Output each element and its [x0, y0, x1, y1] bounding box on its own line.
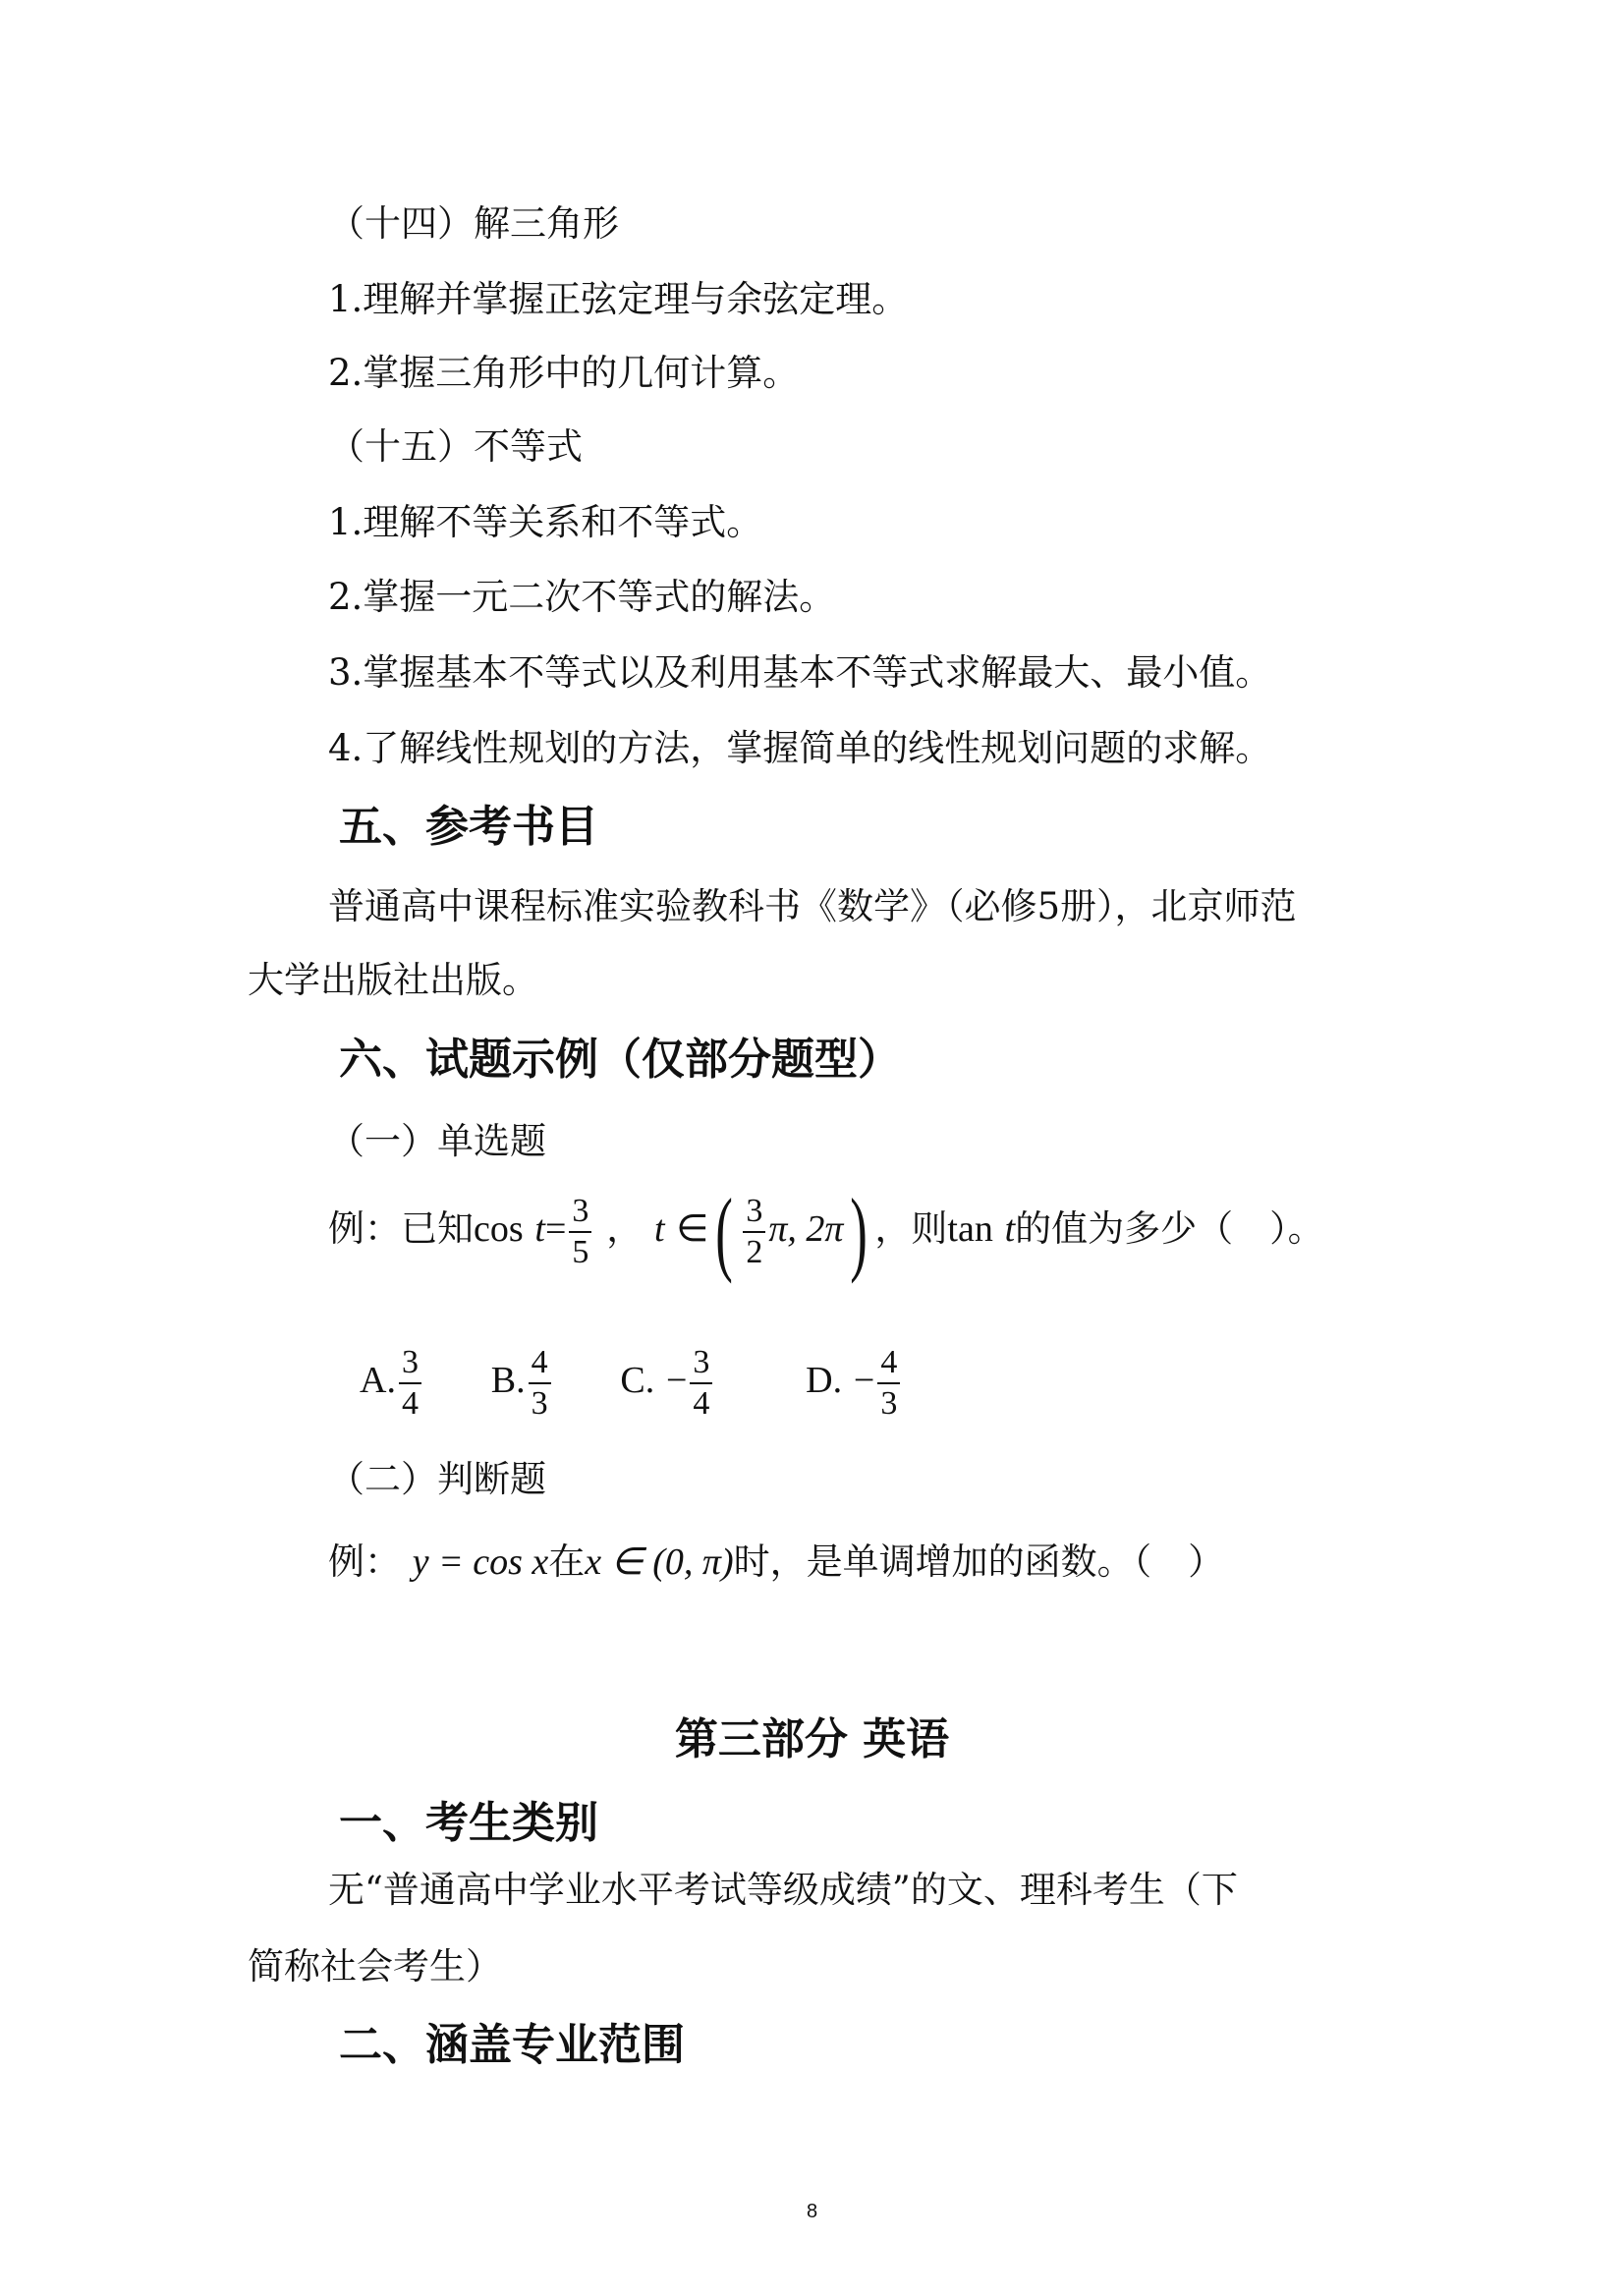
section-heading: 二、涵盖专业范围 [339, 2020, 685, 2070]
references-heading: 五、参考书目 [339, 802, 598, 852]
math-cos: cos [474, 1208, 524, 1250]
question-prefix: 例：已知 [328, 1207, 474, 1250]
list-item: 3.掌握基本不等式以及利用基本不等式求解最大、最小值。 [328, 651, 1272, 694]
denominator: 5 [572, 1233, 589, 1270]
fraction [743, 1192, 765, 1272]
math-expr: y = cos x [412, 1541, 549, 1583]
option-label: A. [360, 1360, 396, 1401]
comma: ， [606, 1207, 644, 1250]
then-text: ，则 [874, 1207, 948, 1250]
math-expr: x ∈ (0, π) [585, 1541, 734, 1583]
section-15-title: （十五）不等式 [328, 425, 583, 468]
part-title: 第三部分 英语 [674, 1714, 950, 1764]
option-b[interactable] [491, 1336, 554, 1425]
numerator: 3 [690, 1343, 712, 1384]
paragraph-line1: 无“普通高中学业水平考试等级成绩”的文、理科考生（下 [328, 1869, 1238, 1911]
option-d[interactable] [806, 1336, 903, 1425]
numerator: 4 [529, 1343, 551, 1384]
math-tan: tan [947, 1208, 993, 1250]
single-choice-title: （一）单选题 [328, 1120, 546, 1162]
option-c[interactable] [620, 1336, 715, 1425]
list-item: 1.理解并掌握正弦定理与余弦定理。 [328, 278, 909, 320]
denominator: 4 [401, 1384, 419, 1422]
minus-sign: − [853, 1360, 875, 1401]
list-item: 1.理解不等关系和不等式。 [328, 501, 763, 543]
references-text-line2: 大学出版社出版。 [248, 959, 538, 1001]
denominator: 4 [693, 1384, 710, 1422]
math-var: t [1004, 1208, 1016, 1250]
references-text-line1: 普通高中课程标准实验教科书《数学》（必修5册），北京师范 [328, 885, 1297, 927]
list-item: 2.掌握三角形中的几何计算。 [328, 352, 800, 394]
true-false-title: （二）判断题 [328, 1458, 546, 1500]
denominator: 2 [746, 1233, 763, 1270]
interval-rest: π, 2π [768, 1208, 844, 1250]
denominator: 3 [531, 1384, 548, 1422]
math-eq: = [544, 1208, 567, 1250]
numerator: 3 [399, 1343, 421, 1384]
page-number: 8 [806, 2201, 818, 2222]
options-row [360, 1336, 958, 1425]
section-14-title: （十四）解三角形 [328, 202, 619, 245]
math-var: t [653, 1208, 665, 1250]
text-zai: 在 [548, 1540, 586, 1583]
question-suffix: 时，是单调增加的函数。（ ） [733, 1540, 1225, 1583]
option-label: B. [490, 1360, 526, 1401]
numerator: 4 [877, 1343, 900, 1384]
math-var: t [534, 1208, 545, 1250]
true-false-question [328, 1538, 1224, 1587]
question-suffix: 的值为多少（ ）。 [1015, 1207, 1324, 1250]
list-item: 2.掌握一元二次不等式的解法。 [328, 576, 836, 618]
math-in: ∈ [676, 1208, 709, 1250]
option-label: C. [620, 1360, 655, 1401]
left-paren: ( [715, 1178, 734, 1284]
option-a[interactable] [360, 1336, 424, 1425]
section-heading: 一、考生类别 [339, 1798, 598, 1848]
denominator: 3 [880, 1384, 898, 1422]
numerator: 3 [743, 1192, 765, 1233]
fraction [569, 1192, 591, 1272]
paragraph-line2: 简称社会考生） [248, 1945, 502, 1988]
single-choice-question [328, 1175, 1324, 1283]
examples-heading: 六、试题示例（仅部分题型） [339, 1035, 901, 1085]
list-item: 4.了解线性规划的方法，掌握简单的线性规划问题的求解。 [328, 727, 1272, 769]
minus-sign: − [665, 1360, 688, 1401]
right-paren: ) [850, 1178, 868, 1284]
option-label: D. [806, 1360, 843, 1401]
numerator: 3 [569, 1192, 591, 1233]
question-prefix: 例： [328, 1540, 401, 1583]
